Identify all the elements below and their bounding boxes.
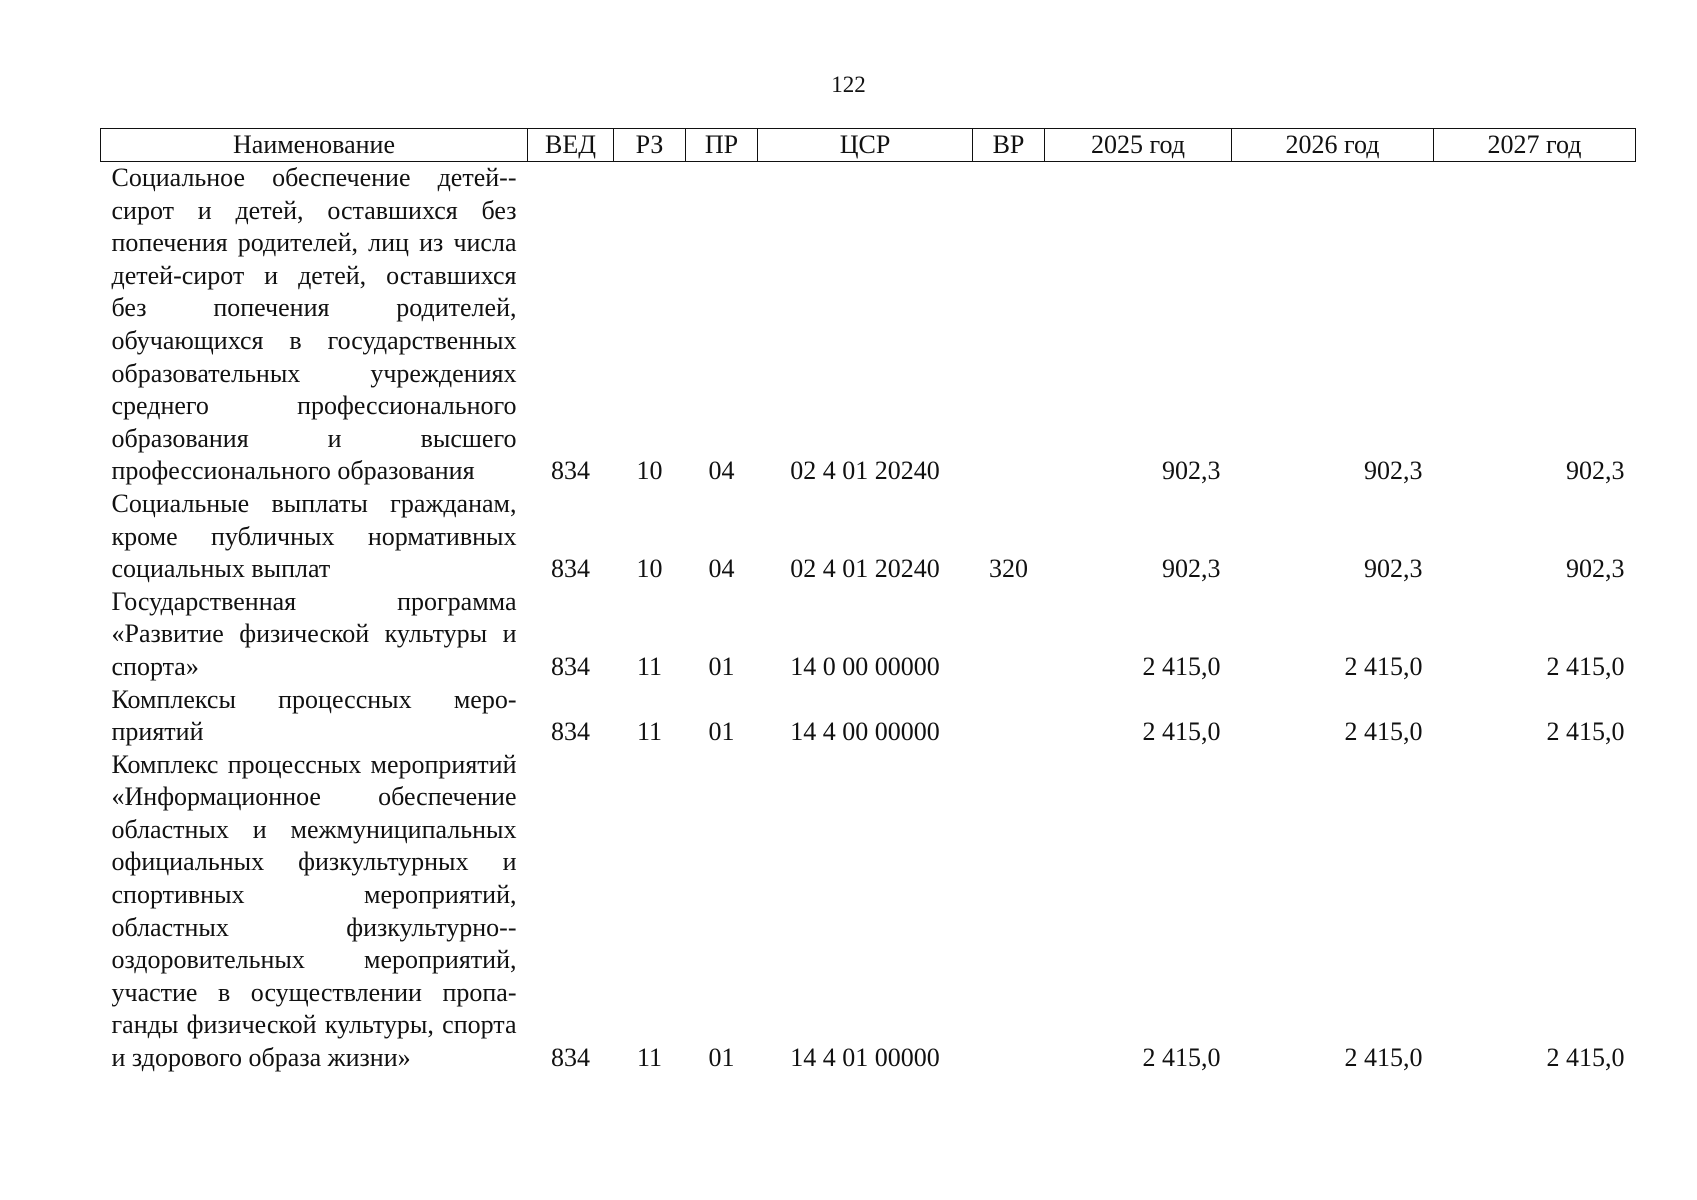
row-rz: 11	[636, 1043, 663, 1073]
row-pr: 01	[708, 717, 735, 747]
row-csr: 02 4 01 20240	[790, 456, 940, 486]
row-vr	[973, 162, 1045, 488]
row-vr	[973, 749, 1045, 1075]
page-number: 122	[831, 72, 866, 97]
header-vr: ВР	[973, 129, 1045, 162]
row-2025: 2 415,0	[1142, 1043, 1221, 1073]
row-2027: 2 415,0	[1546, 717, 1625, 747]
row-pr: 01	[708, 1043, 735, 1073]
row-csr: 14 4 00 00000	[790, 717, 940, 747]
row-name: Комплексы процессных мероприятий	[111, 684, 517, 747]
row-name: Социальные выплаты гражданам, кроме публичных нормативных социальных выплат	[111, 488, 517, 584]
row-2027: 2 415,0	[1546, 651, 1625, 681]
header-csr: ЦСР	[758, 129, 973, 162]
table-row	[101, 586, 1636, 684]
row-ved: 834	[551, 456, 590, 486]
row-2027: 902,3	[1566, 554, 1625, 584]
row-csr: 14 0 00 00000	[790, 651, 940, 681]
header-row	[101, 129, 1636, 162]
row-2027: 902,3	[1566, 456, 1625, 486]
header-ved: ВЕД	[528, 129, 614, 162]
row-pr: 01	[708, 651, 735, 681]
row-2025: 902,3	[1162, 554, 1221, 584]
budget-table	[100, 128, 1636, 1075]
row-ved: 834	[551, 651, 590, 681]
row-vr: 320	[989, 554, 1028, 584]
row-2025: 902,3	[1162, 456, 1221, 486]
row-pr: 04	[708, 554, 735, 584]
row-name: Комплекс процессных мероприятий «Информационное обеспечение областных и межмуниципальных официальных физкультурных и спортивных мероприятий, областных физкультурно-оздоровительных мероприятий, участие в осуществлении пропаганды физической культуры, спорта и здорового образа жизни»	[111, 749, 517, 1073]
row-ved: 834	[551, 1043, 590, 1073]
header-name: Наименование	[101, 129, 528, 162]
row-2027: 2 415,0	[1546, 1043, 1625, 1073]
row-csr: 02 4 01 20240	[790, 554, 940, 584]
row-2026: 2 415,0	[1344, 651, 1423, 681]
row-rz: 10	[636, 554, 663, 584]
row-ved: 834	[551, 717, 590, 747]
row-2025: 2 415,0	[1142, 717, 1221, 747]
header-2025: 2025 год	[1045, 129, 1232, 162]
table-body	[101, 162, 1636, 1075]
row-vr	[973, 684, 1045, 749]
row-csr: 14 4 01 00000	[790, 1043, 940, 1073]
table-row	[101, 488, 1636, 586]
row-name: Государственная программа «Развитие физической культуры и спорта»	[111, 586, 517, 681]
row-2026: 902,3	[1364, 554, 1423, 584]
header-2026: 2026 год	[1232, 129, 1434, 162]
row-2026: 2 415,0	[1344, 717, 1423, 747]
row-pr: 04	[708, 456, 735, 486]
row-rz: 11	[636, 717, 663, 747]
table-row	[101, 162, 1636, 488]
header-2027: 2027 год	[1434, 129, 1636, 162]
row-2025: 2 415,0	[1142, 651, 1221, 681]
row-ved: 834	[551, 554, 590, 584]
header-pr: ПР	[686, 129, 758, 162]
table-row	[101, 749, 1636, 1075]
row-2026: 2 415,0	[1344, 1043, 1423, 1073]
table-header	[101, 129, 1636, 162]
row-name: Социальное обеспечение детей-сирот и детей, оставшихся без попечения родителей, лиц из числа детей‑сирот и детей, оставшихся без попечения родителей, обучающихся в государственных образовательных учреждениях среднего профессионального образования и высшего профессионального образования	[111, 163, 517, 486]
table-row	[101, 684, 1636, 749]
row-2026: 902,3	[1364, 456, 1423, 486]
header-rz: РЗ	[614, 129, 686, 162]
row-rz: 10	[636, 456, 663, 486]
row-vr	[973, 586, 1045, 684]
row-rz: 11	[636, 651, 663, 681]
